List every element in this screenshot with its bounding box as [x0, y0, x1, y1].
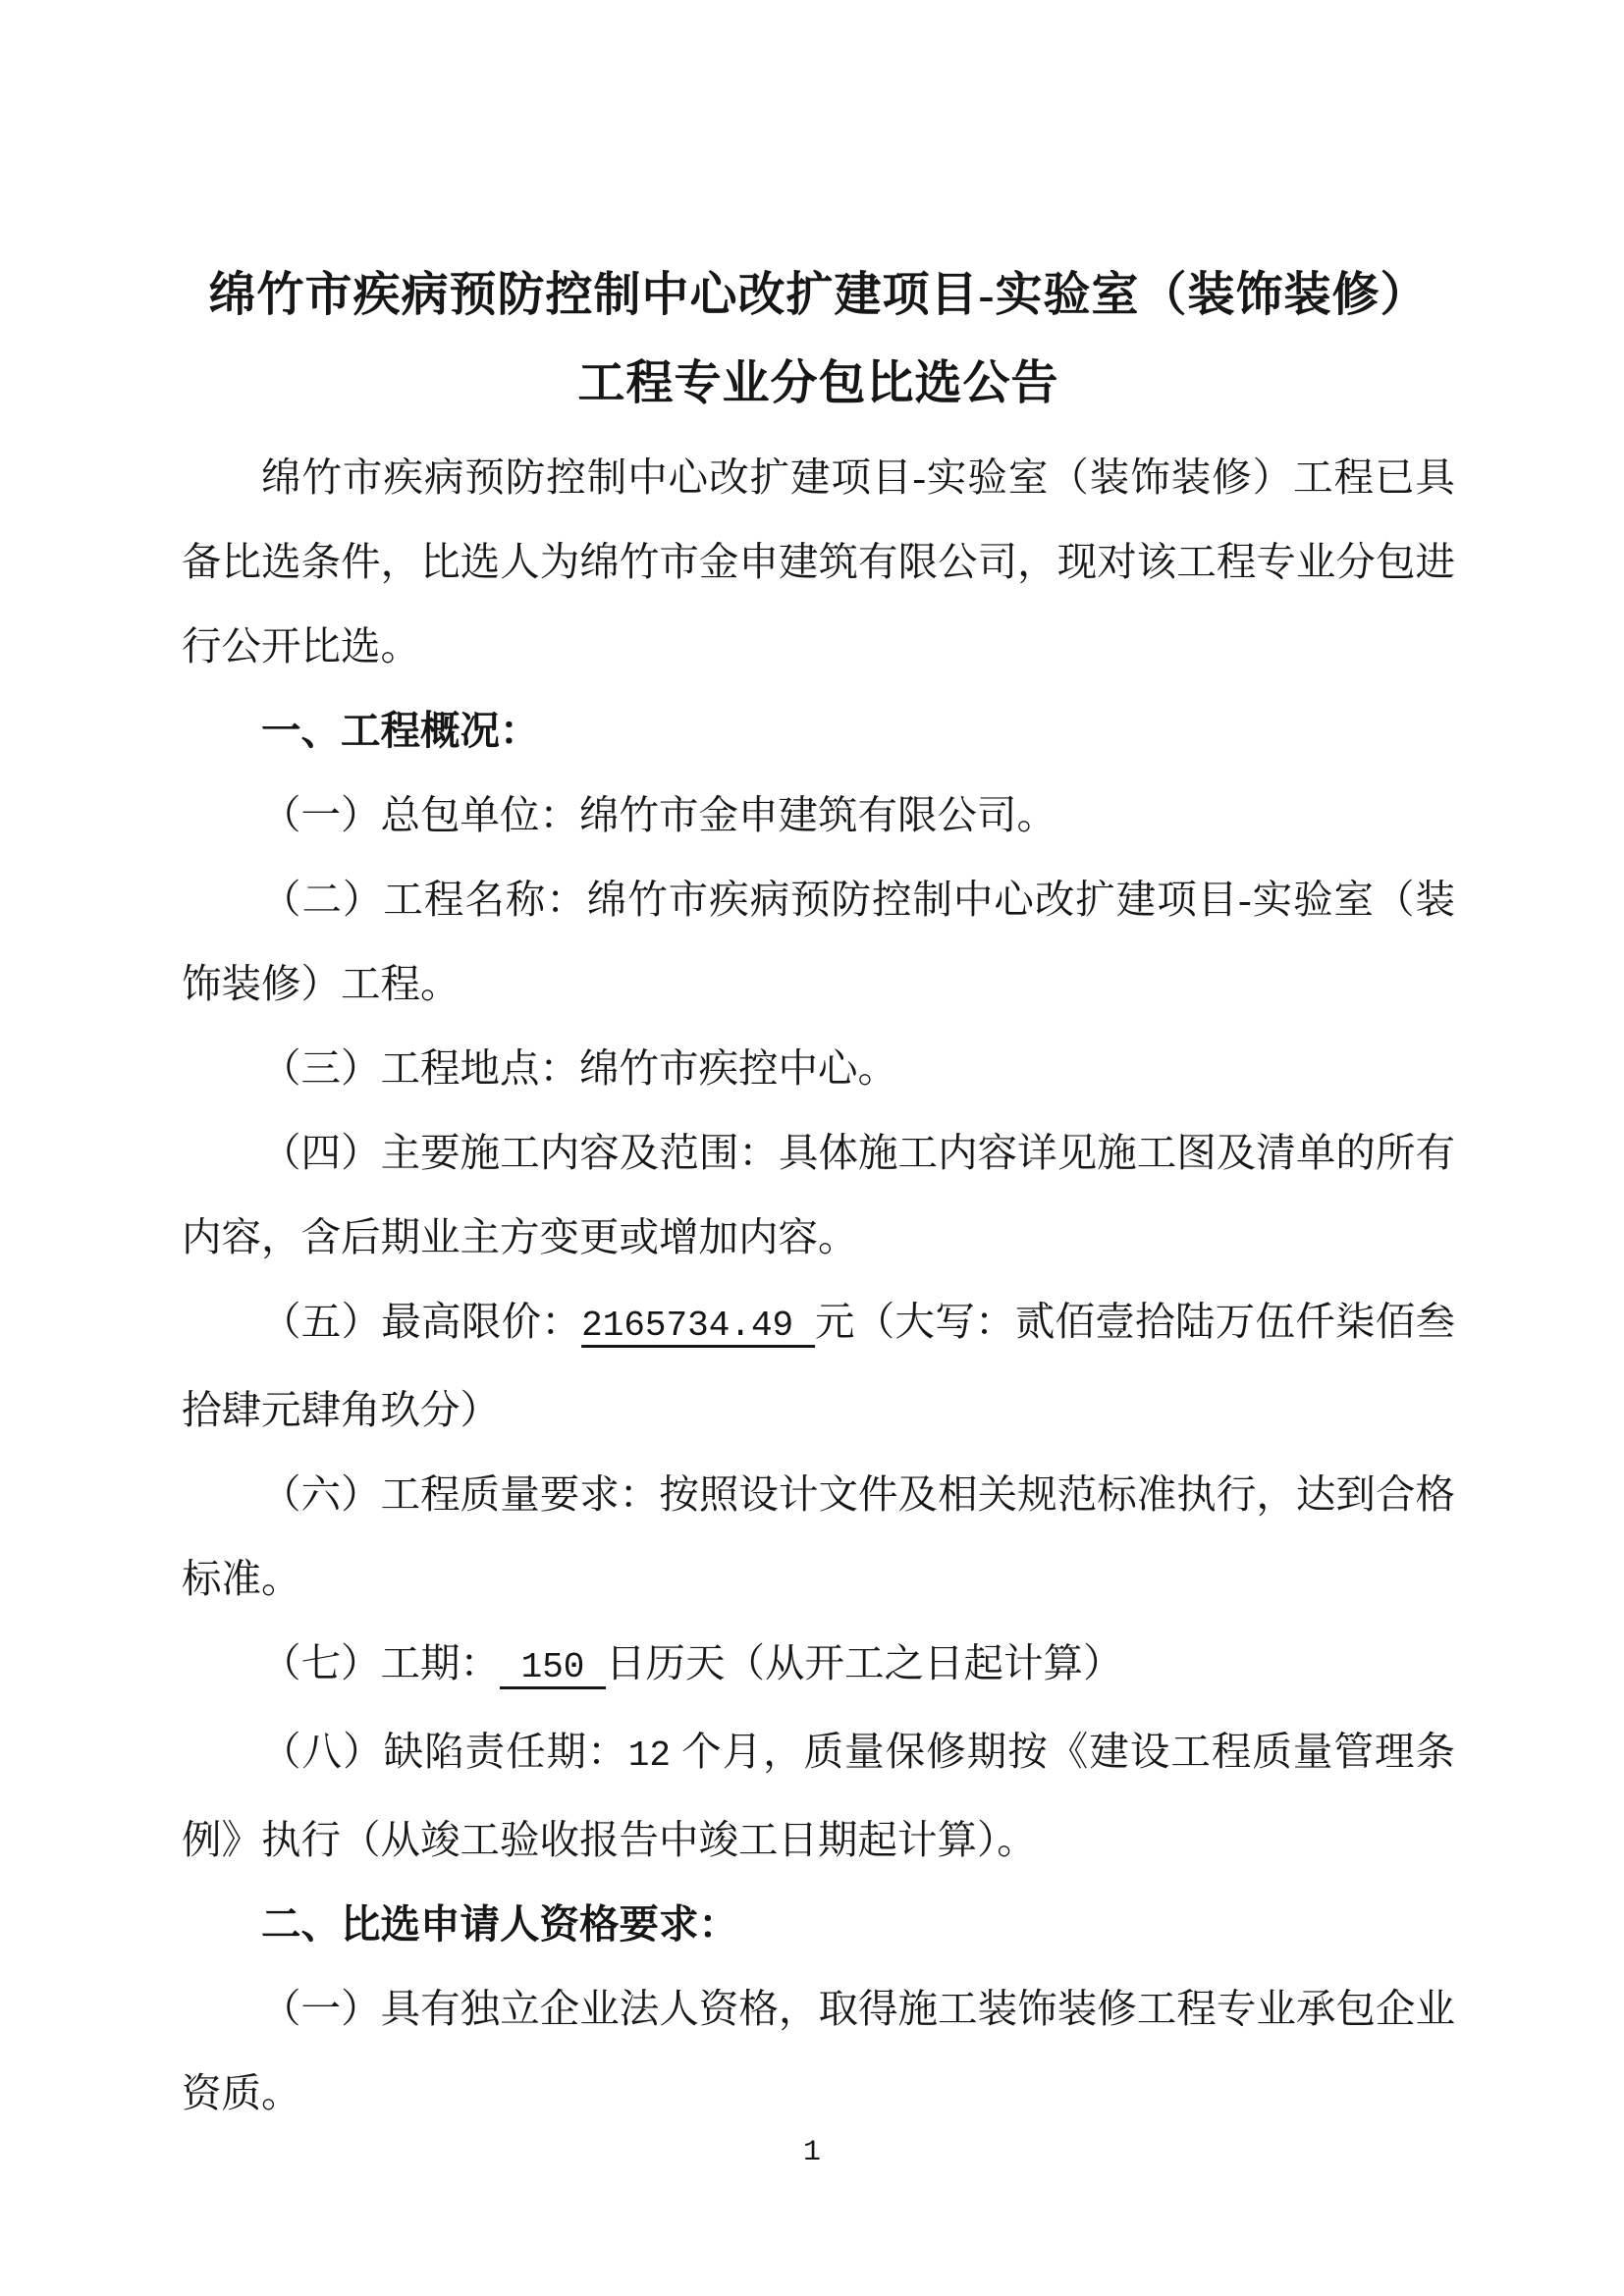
- text-run: （五）最高限价：: [261, 1300, 582, 1344]
- document-body: [182, 436, 1455, 2136]
- text-run: 元（大写：贰佰壹拾陆万伍仟柒佰叁拾肆元肆角玖分）: [182, 1300, 1456, 1432]
- paragraph: [182, 1453, 1455, 1622]
- text-run: （三）工程地点：绵竹市疾控中心。: [261, 1046, 897, 1091]
- paragraph: [182, 1111, 1455, 1280]
- paragraph: [182, 774, 1455, 858]
- text-run: （二）工程名称：绵竹市疾病预防控制中心改扩建项目-实验室（装饰装修）工程。: [182, 878, 1455, 1006]
- text-run: （八）缺陷责任期：: [261, 1730, 628, 1774]
- text-run: 12: [627, 1735, 671, 1776]
- document-title-line-2: 工程专业分包比选公告: [577, 357, 1059, 409]
- document-title-line-1: 绵竹市疾病预防控制中心改扩建项目-实验室（装饰装修）: [208, 269, 1429, 321]
- text-run: （一）具有独立企业法人资格，取得施工装饰装修工程专业承包企业资质。: [182, 1987, 1455, 2115]
- text-run: 一、工程概况：: [261, 709, 540, 753]
- paragraph: [182, 1622, 1455, 1710]
- text-run: （一）总包单位：绵竹市金申建筑有限公司。: [261, 793, 1056, 837]
- text-run: 个月，质量保修期按《建设工程质量管理条例》执行（从竣工验收报告中竣工日期起计算）。: [182, 1730, 1456, 1862]
- text-run: （四）主要施工内容及范围：具体施工内容详见施工图及清单的所有内容，含后期业主方变更或增加内容。: [182, 1131, 1455, 1259]
- paragraph: [182, 858, 1455, 1027]
- section-heading: [182, 1883, 1455, 1967]
- text-run: 绵竹市疾病预防控制中心改扩建项目-实验室（装饰装修）工程已具备比选条件，比选人为绵竹市金申建筑有限公司，现对该工程专业分包进行公开比选。: [182, 455, 1455, 668]
- document-title: [182, 0, 1455, 428]
- underlined-value: 150: [500, 1647, 607, 1687]
- paragraph: [182, 1280, 1455, 1453]
- page-number: 1: [802, 2136, 821, 2169]
- text-run: （七）工期：: [261, 1641, 500, 1685]
- paragraph: [182, 1967, 1455, 2136]
- text-run: 二、比选申请人资格要求：: [261, 1902, 738, 1947]
- section-heading: [182, 689, 1455, 774]
- paragraph: [182, 1710, 1455, 1883]
- underlined-value: 2165734.49: [581, 1306, 816, 1346]
- paragraph: [182, 1027, 1455, 1111]
- paragraph: [182, 436, 1455, 689]
- text-run: 日历天（从开工之日起计算）: [606, 1641, 1123, 1685]
- text-run: （六）工程质量要求：按照设计文件及相关规范标准执行，达到合格标准。: [182, 1472, 1455, 1601]
